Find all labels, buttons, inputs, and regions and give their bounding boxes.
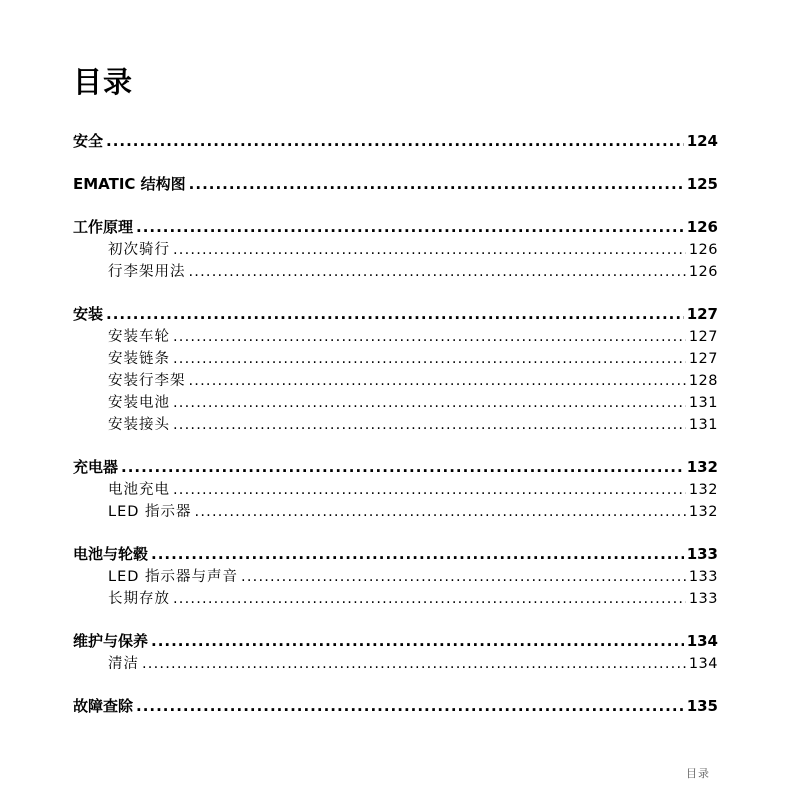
toc-subentry-page: 128 [688, 373, 718, 389]
toc-entry[interactable] [73, 173, 718, 195]
toc-entry-page: 125 [686, 175, 718, 193]
dot-leader [136, 218, 684, 236]
toc-subentry[interactable] [73, 500, 718, 522]
toc-subentry[interactable] [73, 652, 718, 674]
toc-entry-label: 电池与轮毂 [73, 545, 149, 563]
toc-entry-page: 135 [686, 697, 718, 715]
toc-section-safety [73, 130, 718, 152]
dot-leader [189, 264, 686, 280]
toc-subentry[interactable] [73, 478, 718, 500]
toc-subentry-page: 131 [688, 417, 718, 433]
dot-leader [106, 132, 684, 150]
toc-entry[interactable] [73, 695, 718, 717]
toc-section-installation [73, 303, 718, 435]
toc-subentry[interactable] [73, 413, 718, 435]
toc-entry-page: 127 [686, 305, 718, 323]
toc-section-battery-hub [73, 543, 718, 609]
toc-entry-page: 133 [686, 545, 718, 563]
toc-section-structure [73, 173, 718, 195]
toc-subentry-page: 134 [688, 656, 718, 672]
dot-leader [121, 458, 684, 476]
toc-subentry-label: 电池充电 [108, 482, 170, 498]
toc-section-maintenance [73, 630, 718, 674]
toc-subentry-page: 131 [688, 395, 718, 411]
toc-entry-page: 124 [686, 132, 718, 150]
dot-leader [195, 504, 686, 520]
toc-entry-label: 维护与保养 [73, 632, 149, 650]
toc-entry-label: EMATIC 结构图 [73, 175, 186, 193]
dot-leader [173, 242, 686, 258]
dot-leader [136, 697, 684, 715]
toc-subentry-page: 132 [688, 482, 718, 498]
dot-leader [173, 329, 686, 345]
toc-entry[interactable] [73, 130, 718, 152]
toc-subentry[interactable] [73, 260, 718, 282]
toc-subentry-label: 清洁 [108, 656, 139, 672]
toc-entry-page: 132 [686, 458, 718, 476]
toc-subentry-page: 126 [688, 264, 718, 280]
toc-entry-label: 充电器 [73, 458, 119, 476]
toc-entry[interactable] [73, 456, 718, 478]
toc-entry-page: 134 [686, 632, 718, 650]
dot-leader [173, 417, 686, 433]
toc-subentry-label: 行李架用法 [108, 264, 186, 280]
dot-leader [173, 482, 686, 498]
toc-subentry-label: 安装车轮 [108, 329, 170, 345]
toc-subentry-label: 安装电池 [108, 395, 170, 411]
toc-subentry[interactable] [73, 238, 718, 260]
running-head: 目录 [686, 767, 710, 780]
toc-subentry-label: LED 指示器 [108, 504, 192, 520]
dot-leader [106, 305, 684, 323]
toc-subentry[interactable] [73, 347, 718, 369]
dot-leader [151, 632, 684, 650]
toc-entry[interactable] [73, 543, 718, 565]
dot-leader [151, 545, 684, 563]
dot-leader [241, 569, 686, 585]
table-of-contents [73, 130, 718, 738]
toc-section-operation [73, 216, 718, 282]
toc-subentry-page: 127 [688, 351, 718, 367]
toc-subentry-page: 133 [688, 569, 718, 585]
toc-section-charger [73, 456, 718, 522]
toc-subentry[interactable] [73, 587, 718, 609]
toc-entry-label: 安装 [73, 305, 104, 323]
toc-subentry-page: 127 [688, 329, 718, 345]
toc-section-troubleshooting [73, 695, 718, 717]
toc-subentry-page: 133 [688, 591, 718, 607]
toc-subentry-label: 安装行李架 [108, 373, 186, 389]
dot-leader [189, 373, 686, 389]
dot-leader [189, 175, 684, 193]
toc-subentry-page: 132 [688, 504, 718, 520]
page-title: 目录 [73, 65, 134, 99]
dot-leader [173, 351, 686, 367]
dot-leader [173, 395, 686, 411]
toc-subentry[interactable] [73, 565, 718, 587]
toc-subentry[interactable] [73, 325, 718, 347]
toc-subentry-label: 安装接头 [108, 417, 170, 433]
toc-entry-label: 故障查除 [73, 697, 134, 715]
dot-leader [173, 591, 686, 607]
toc-subentry-label: LED 指示器与声音 [108, 569, 239, 585]
dot-leader [142, 656, 686, 672]
toc-entry-label: 安全 [73, 132, 104, 150]
toc-subentry-label: 初次骑行 [108, 242, 170, 258]
toc-entry[interactable] [73, 216, 718, 238]
toc-subentry-label: 长期存放 [108, 591, 170, 607]
toc-entry-label: 工作原理 [73, 218, 134, 236]
toc-subentry[interactable] [73, 391, 718, 413]
toc-entry[interactable] [73, 303, 718, 325]
toc-subentry[interactable] [73, 369, 718, 391]
toc-subentry-page: 126 [688, 242, 718, 258]
toc-entry-page: 126 [686, 218, 718, 236]
toc-subentry-label: 安装链条 [108, 351, 170, 367]
toc-entry[interactable] [73, 630, 718, 652]
